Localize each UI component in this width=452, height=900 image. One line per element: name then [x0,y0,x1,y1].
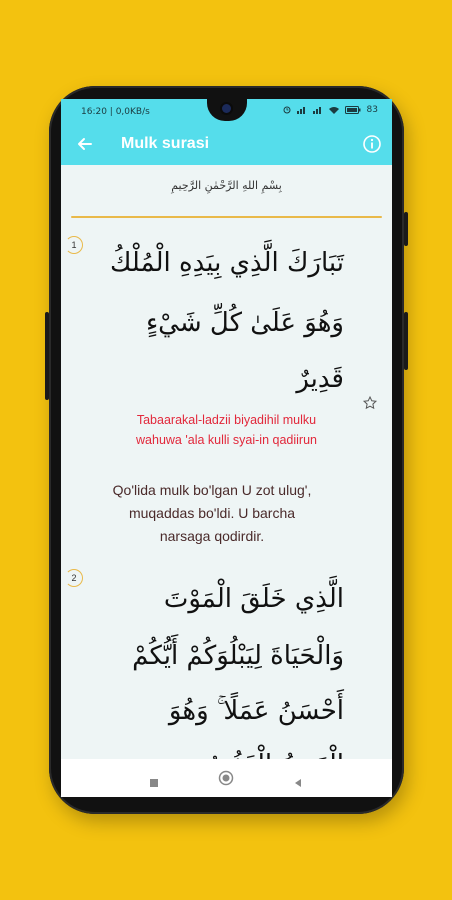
ayah-number: 2 [65,569,83,587]
side-button [404,312,408,370]
alarm-icon [283,106,291,114]
ayah-transliteration-line: wahuwa 'ala kulli syai-in qadiirun [136,433,317,447]
recent-apps-button[interactable] [149,773,159,792]
surah-content[interactable] [61,165,392,759]
signal-icon [297,106,307,114]
favorite-button[interactable] [363,395,377,409]
ayah-arabic-line: وَالْحَيَاةَ لِيَبْلُوَكُمْ أَيُّكُمْ [132,641,344,671]
info-button[interactable] [362,134,382,154]
front-camera [222,104,231,113]
ayah-meaning-line: Qo'lida mulk bo'lgan U zot ulug', [112,482,312,498]
app-bar [61,123,392,165]
arrow-left-icon [75,134,95,154]
square-icon [149,778,159,788]
basmala: بِسْمِ اللهِ الرَّحْمٰنِ الرَّحِيمِ [171,179,282,192]
battery-icon [345,106,361,114]
page-title: Mulk surasi [121,135,210,152]
phone-screen [61,99,392,797]
ayah-arabic-line: أَحْسَنُ عَمَلًا ۚ وَهُوَ [168,696,344,726]
triangle-back-icon [293,778,303,788]
system-nav-bar [61,759,392,797]
circle-icon [218,770,234,786]
back-button[interactable] [75,134,95,154]
power-button [404,212,408,246]
nav-back-button[interactable] [293,773,303,792]
info-icon [362,134,382,154]
ayah-meaning-line: narsaga qodirdir. [159,528,265,544]
signal-icon-2 [313,106,323,114]
basmala-divider [71,216,382,218]
battery-level: 83 [366,105,378,115]
ayah-arabic-line: وَهُوَ عَلَىٰ كُلِّ شَيْءٍ [145,308,344,338]
status-time: 16:20 | 0,0KB/s [81,107,150,117]
ayah-meaning-line: muqaddas bo'ldi. U barcha [128,505,296,521]
status-icons [283,105,378,115]
star-outline-icon [363,396,377,410]
ayah-number: 1 [65,236,83,254]
ayah-transliteration-line: Tabaarakal-ladzii biyadihil mulku [136,413,317,427]
volume-button [45,312,49,400]
wifi-icon [329,106,339,114]
ayah-arabic-line: الَّذِي خَلَقَ الْمَوْتَ [163,584,344,614]
ayah-arabic-line: تَبَارَكَ الَّذِي بِيَدِهِ الْمُلْكُ [110,248,344,278]
ayah-arabic-line: قَدِيرٌ [296,364,344,394]
home-button[interactable] [218,770,234,790]
